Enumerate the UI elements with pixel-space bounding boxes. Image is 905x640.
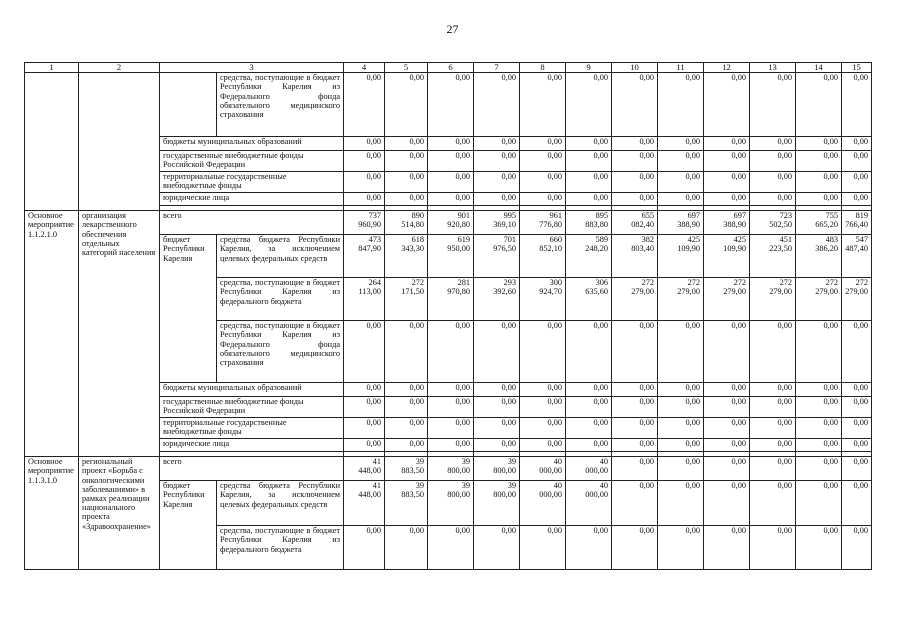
column-header-11: 11: [658, 63, 704, 73]
source-label: средства, поступающие в бюджет Республики Карелия из Федерального фонда обязательного медицинского страхования: [217, 321, 344, 383]
value-cell: 0,00: [428, 439, 474, 452]
value-cell: 40 000,00: [520, 457, 566, 481]
column-header-8: 8: [520, 63, 566, 73]
value-cell: 737 960,90: [344, 211, 385, 235]
page-number: 27: [446, 22, 459, 36]
value-cell: 0,00: [704, 397, 750, 418]
value-cell: 40 000,00: [566, 481, 612, 526]
value-cell: 819 766,40: [842, 211, 872, 235]
value-cell: 0,00: [566, 137, 612, 151]
source-label: государственные внебюджетные фонды Российской Федерации: [160, 397, 344, 418]
value-cell: 39 883,50: [385, 481, 428, 526]
value-cell: 755 665,20: [796, 211, 842, 235]
value-cell: 0,00: [520, 193, 566, 206]
column-header-15: 15: [842, 63, 872, 73]
value-cell: 0,00: [842, 439, 872, 452]
value-cell: 0,00: [474, 321, 520, 383]
value-cell: 0,00: [428, 397, 474, 418]
value-cell: 0,00: [344, 439, 385, 452]
value-cell: 723 502,50: [750, 211, 796, 235]
source-label: средства бюджета Республики Карелия, за исключением целевых федеральных средств: [217, 235, 344, 278]
value-cell: 0,00: [520, 418, 566, 439]
value-cell: 0,00: [566, 383, 612, 397]
column-header-6: 6: [428, 63, 474, 73]
value-cell: 0,00: [566, 321, 612, 383]
value-cell: 0,00: [385, 418, 428, 439]
value-cell: 0,00: [612, 418, 658, 439]
value-cell: 0,00: [474, 137, 520, 151]
value-cell: 0,00: [704, 383, 750, 397]
value-cell: 0,00: [612, 73, 658, 137]
value-cell: 382 803,40: [612, 235, 658, 278]
value-cell: 0,00: [566, 151, 612, 172]
value-cell: 272 279,00: [658, 278, 704, 321]
source-label: всего: [160, 211, 344, 235]
value-cell: 0,00: [474, 397, 520, 418]
value-cell: 0,00: [520, 172, 566, 193]
value-cell: 41 448,00: [344, 457, 385, 481]
value-cell: 0,00: [658, 526, 704, 570]
column-header-7: 7: [474, 63, 520, 73]
value-cell: 451 223,50: [750, 235, 796, 278]
value-cell: 0,00: [566, 193, 612, 206]
value-cell: 0,00: [612, 172, 658, 193]
value-cell: 0,00: [796, 193, 842, 206]
value-cell: 0,00: [750, 526, 796, 570]
value-cell: 901 920,80: [428, 211, 474, 235]
value-cell: 0,00: [750, 481, 796, 526]
value-cell: 0,00: [842, 418, 872, 439]
value-cell: 0,00: [520, 73, 566, 137]
value-cell: 0,00: [704, 439, 750, 452]
value-cell: 0,00: [612, 151, 658, 172]
table-row: [25, 457, 872, 481]
value-cell: 0,00: [520, 321, 566, 383]
value-cell: 0,00: [704, 151, 750, 172]
value-cell: 0,00: [385, 151, 428, 172]
value-cell: 0,00: [385, 137, 428, 151]
value-cell: 272 279,00: [842, 278, 872, 321]
value-cell: 0,00: [796, 481, 842, 526]
value-cell: 0,00: [750, 137, 796, 151]
column-header-2: 2: [79, 63, 160, 73]
value-cell: 0,00: [344, 172, 385, 193]
value-cell: 0,00: [658, 172, 704, 193]
value-cell: 281 970,80: [428, 278, 474, 321]
value-cell: 264 113,00: [344, 278, 385, 321]
value-cell: 0,00: [385, 172, 428, 193]
source-label: всего: [160, 457, 344, 481]
value-cell: 0,00: [842, 73, 872, 137]
value-cell: 0,00: [474, 383, 520, 397]
source-label: средства бюджета Республики Карелия, за исключением целевых федеральных средств: [217, 481, 344, 526]
value-cell: 0,00: [796, 151, 842, 172]
value-cell: 0,00: [428, 383, 474, 397]
value-cell: 40 000,00: [566, 457, 612, 481]
value-cell: 0,00: [474, 172, 520, 193]
value-cell: 39 800,00: [474, 481, 520, 526]
table-row: [25, 73, 872, 137]
value-cell: 0,00: [474, 193, 520, 206]
value-cell: 0,00: [704, 481, 750, 526]
value-cell: 0,00: [750, 321, 796, 383]
header-row: [25, 63, 872, 73]
value-cell: 39 800,00: [474, 457, 520, 481]
value-cell: 0,00: [385, 439, 428, 452]
value-cell: 0,00: [842, 397, 872, 418]
value-cell: 0,00: [566, 439, 612, 452]
value-cell: 425 109,90: [704, 235, 750, 278]
value-cell: 0,00: [428, 137, 474, 151]
value-cell: 0,00: [428, 172, 474, 193]
measure-description: организация лекарственного обеспечения отдельных категорий населения: [79, 211, 160, 457]
value-cell: 0,00: [842, 321, 872, 383]
value-cell: 0,00: [344, 321, 385, 383]
value-cell: 660 852,10: [520, 235, 566, 278]
table-row: [25, 211, 872, 235]
value-cell: 425 109,90: [658, 235, 704, 278]
blank-cell: [160, 73, 217, 137]
value-cell: 300 924,70: [520, 278, 566, 321]
source-label: территориальные государственные внебюджетные фонды: [160, 172, 344, 193]
measure-name: Основное мероприятие 1.1.2.1.0: [25, 211, 79, 457]
value-cell: 0,00: [612, 481, 658, 526]
value-cell: 0,00: [796, 418, 842, 439]
value-cell: 0,00: [796, 383, 842, 397]
value-cell: 0,00: [658, 418, 704, 439]
value-cell: 895 883,80: [566, 211, 612, 235]
value-cell: 0,00: [520, 526, 566, 570]
value-cell: 0,00: [796, 439, 842, 452]
value-cell: 0,00: [344, 73, 385, 137]
value-cell: 0,00: [704, 321, 750, 383]
value-cell: 619 950,00: [428, 235, 474, 278]
value-cell: 0,00: [474, 151, 520, 172]
value-cell: 0,00: [344, 151, 385, 172]
source-label: бюджеты муниципальных образований: [160, 137, 344, 151]
value-cell: 0,00: [520, 151, 566, 172]
column-header-14: 14: [796, 63, 842, 73]
value-cell: 618 343,30: [385, 235, 428, 278]
value-cell: 890 514,80: [385, 211, 428, 235]
value-cell: 0,00: [658, 193, 704, 206]
value-cell: 0,00: [704, 73, 750, 137]
measure-name: Основное мероприятие 1.1.3.1.0: [25, 457, 79, 570]
value-cell: 0,00: [428, 193, 474, 206]
value-cell: 0,00: [612, 321, 658, 383]
value-cell: 0,00: [750, 383, 796, 397]
value-cell: 0,00: [566, 73, 612, 137]
value-cell: 0,00: [750, 457, 796, 481]
value-cell: 0,00: [428, 418, 474, 439]
column-header-3: 3: [160, 63, 344, 73]
source-label: средства, поступающие в бюджет Республики Карелия из федерального бюджета: [217, 278, 344, 321]
value-cell: 0,00: [474, 418, 520, 439]
value-cell: 697 388,90: [704, 211, 750, 235]
value-cell: 655 082,40: [612, 211, 658, 235]
value-cell: 0,00: [612, 439, 658, 452]
column-header-13: 13: [750, 63, 796, 73]
value-cell: 272 279,00: [796, 278, 842, 321]
value-cell: 0,00: [612, 383, 658, 397]
value-cell: 0,00: [344, 193, 385, 206]
value-cell: 0,00: [704, 137, 750, 151]
value-cell: 0,00: [796, 526, 842, 570]
value-cell: 0,00: [842, 457, 872, 481]
value-cell: 0,00: [842, 172, 872, 193]
value-cell: 0,00: [842, 526, 872, 570]
source-label: средства, поступающие в бюджет Республики Карелия из федерального бюджета: [217, 526, 344, 570]
value-cell: 0,00: [344, 397, 385, 418]
source-label: юридические лица: [160, 439, 344, 452]
value-cell: 473 847,90: [344, 235, 385, 278]
value-cell: 40 000,00: [520, 481, 566, 526]
value-cell: 0,00: [612, 397, 658, 418]
value-cell: 0,00: [750, 172, 796, 193]
value-cell: 961 776,80: [520, 211, 566, 235]
column-header-4: 4: [344, 63, 385, 73]
value-cell: 0,00: [796, 137, 842, 151]
source-label: государственные внебюджетные фонды Российской Федерации: [160, 151, 344, 172]
blank-cell: [25, 73, 79, 211]
value-cell: 0,00: [520, 383, 566, 397]
value-cell: 0,00: [704, 526, 750, 570]
value-cell: 0,00: [474, 73, 520, 137]
value-cell: 272 279,00: [704, 278, 750, 321]
value-cell: 0,00: [704, 193, 750, 206]
value-cell: 0,00: [704, 418, 750, 439]
column-header-12: 12: [704, 63, 750, 73]
column-header-9: 9: [566, 63, 612, 73]
value-cell: 0,00: [658, 397, 704, 418]
value-cell: 0,00: [344, 383, 385, 397]
value-cell: 0,00: [428, 526, 474, 570]
measure-description: региональный проект «Борьба с онкологическими заболеваниями» в рамках реализации национального проекта «Здравоохранение»: [79, 457, 160, 570]
value-cell: 0,00: [612, 457, 658, 481]
value-cell: 0,00: [612, 137, 658, 151]
column-header-10: 10: [612, 63, 658, 73]
value-cell: 0,00: [796, 73, 842, 137]
value-cell: 0,00: [428, 73, 474, 137]
value-cell: 483 386,20: [796, 235, 842, 278]
source-label: юридические лица: [160, 193, 344, 206]
source-label: территориальные государственные внебюджетные фонды: [160, 418, 344, 439]
value-cell: 0,00: [566, 418, 612, 439]
column-header-5: 5: [385, 63, 428, 73]
value-cell: 697 388,90: [658, 211, 704, 235]
value-cell: 0,00: [520, 137, 566, 151]
budget-label: бюджет Республики Карелия: [160, 235, 217, 383]
blank-cell: [79, 73, 160, 211]
value-cell: 0,00: [385, 73, 428, 137]
value-cell: 0,00: [842, 151, 872, 172]
value-cell: 0,00: [704, 172, 750, 193]
source-label: средства, поступающие в бюджет Республики Карелия из Федерального фонда обязательного медицинского страхования: [217, 73, 344, 137]
value-cell: 0,00: [842, 481, 872, 526]
value-cell: 0,00: [612, 193, 658, 206]
value-cell: 0,00: [658, 321, 704, 383]
value-cell: 0,00: [658, 457, 704, 481]
value-cell: 0,00: [842, 383, 872, 397]
source-label: бюджеты муниципальных образований: [160, 383, 344, 397]
value-cell: 0,00: [658, 383, 704, 397]
value-cell: 0,00: [344, 137, 385, 151]
value-cell: 0,00: [385, 193, 428, 206]
value-cell: 0,00: [344, 526, 385, 570]
value-cell: 995 369,10: [474, 211, 520, 235]
value-cell: 0,00: [750, 418, 796, 439]
value-cell: 0,00: [385, 526, 428, 570]
value-cell: 0,00: [842, 137, 872, 151]
value-cell: 41 448,00: [344, 481, 385, 526]
value-cell: 0,00: [385, 321, 428, 383]
value-cell: 0,00: [474, 439, 520, 452]
value-cell: 0,00: [428, 151, 474, 172]
value-cell: 272 279,00: [612, 278, 658, 321]
value-cell: 0,00: [566, 397, 612, 418]
value-cell: 0,00: [796, 397, 842, 418]
value-cell: 0,00: [566, 172, 612, 193]
value-cell: 39 883,50: [385, 457, 428, 481]
value-cell: 0,00: [612, 526, 658, 570]
value-cell: 0,00: [658, 73, 704, 137]
value-cell: 0,00: [520, 397, 566, 418]
value-cell: 701 976,50: [474, 235, 520, 278]
value-cell: 272 171,50: [385, 278, 428, 321]
value-cell: 0,00: [658, 151, 704, 172]
value-cell: 39 800,00: [428, 457, 474, 481]
value-cell: 306 635,60: [566, 278, 612, 321]
value-cell: 0,00: [658, 439, 704, 452]
value-cell: 0,00: [796, 172, 842, 193]
value-cell: 0,00: [385, 397, 428, 418]
value-cell: 0,00: [750, 439, 796, 452]
value-cell: 39 800,00: [428, 481, 474, 526]
value-cell: 0,00: [474, 526, 520, 570]
value-cell: 589 248,20: [566, 235, 612, 278]
budget-label: бюджет Республики Карелия: [160, 481, 217, 570]
value-cell: 0,00: [658, 481, 704, 526]
value-cell: 272 279,00: [750, 278, 796, 321]
value-cell: 0,00: [344, 418, 385, 439]
value-cell: 0,00: [428, 321, 474, 383]
value-cell: 0,00: [658, 137, 704, 151]
value-cell: 0,00: [796, 321, 842, 383]
value-cell: 0,00: [566, 526, 612, 570]
budget-table: [24, 62, 872, 570]
column-header-1: 1: [25, 63, 79, 73]
value-cell: 0,00: [385, 383, 428, 397]
value-cell: 0,00: [750, 73, 796, 137]
table-body: [25, 63, 872, 570]
value-cell: 0,00: [520, 439, 566, 452]
value-cell: 547 487,40: [842, 235, 872, 278]
value-cell: 0,00: [704, 457, 750, 481]
value-cell: 0,00: [750, 193, 796, 206]
value-cell: 0,00: [750, 151, 796, 172]
value-cell: 0,00: [750, 397, 796, 418]
value-cell: 0,00: [842, 193, 872, 206]
value-cell: 0,00: [796, 457, 842, 481]
value-cell: 293 392,60: [474, 278, 520, 321]
